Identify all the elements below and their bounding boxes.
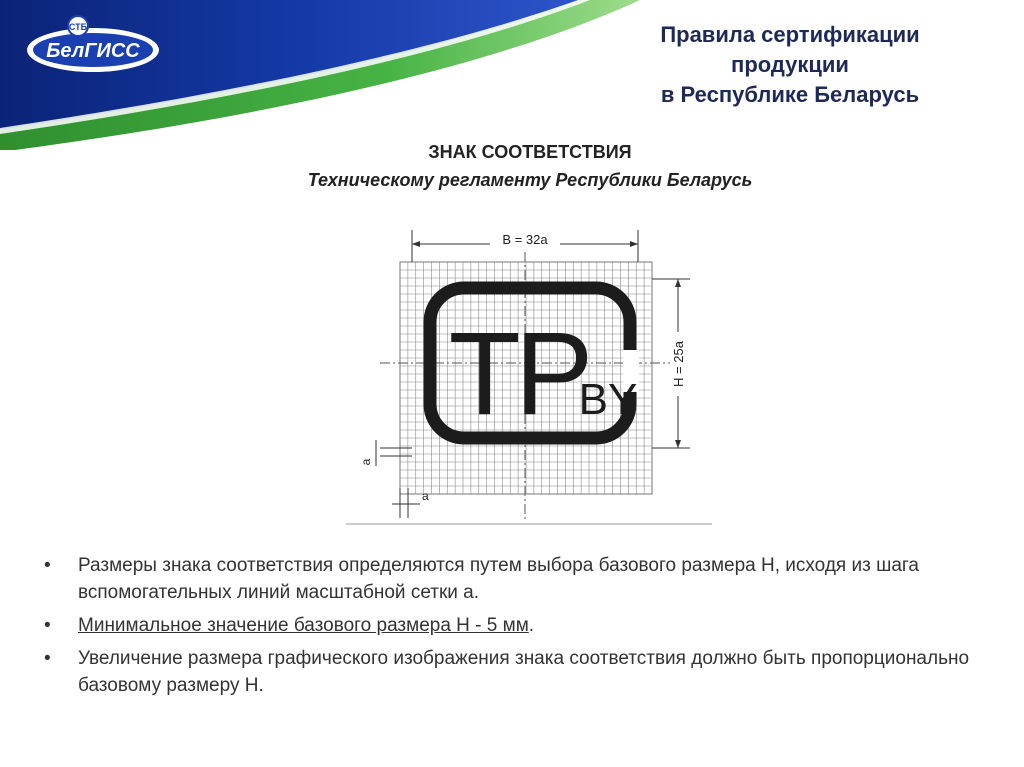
height-label: H = 25a xyxy=(671,341,686,387)
bullet-item-3 xyxy=(44,645,1014,699)
section-heading-line-1: ЗНАК СООТВЕТСТВИЯ xyxy=(428,142,632,162)
step-label-horizontal: a xyxy=(422,489,429,503)
bullet-item-2 xyxy=(44,612,1014,639)
conformity-mark-diagram xyxy=(340,222,720,532)
bullet-text-1: Размеры знака соответствия определяются путем выбора базового размера H, исходя из шага вспомогательных линий масштабной сетки а. xyxy=(78,555,919,603)
bullet-text-3: Увеличение размера графического изображения знака соответствия должно быть пропорционально базовому размеру H. xyxy=(78,648,970,696)
bullet-text-2-rest: . xyxy=(528,615,535,636)
bullet-dot-icon: • xyxy=(44,648,51,669)
bullet-dot-icon: • xyxy=(44,555,51,576)
bullet-text-2-underlined: Минимальное значение базового размера H - 5 мм xyxy=(78,615,529,636)
step-label-vertical: a xyxy=(359,458,373,466)
logo-emblem-text: СТБ xyxy=(68,22,88,32)
slide-title-line-3: в Республике Беларусь xyxy=(660,82,920,107)
section-heading xyxy=(200,138,860,194)
logo-brand-text: БелГИСС xyxy=(46,40,140,62)
bullet-item-1 xyxy=(44,552,1014,606)
slide-title-line-1: Правила сертификации xyxy=(660,22,920,47)
bullet-list xyxy=(44,552,1014,705)
belgiss-logo xyxy=(22,14,164,76)
mark-sub-text: BY xyxy=(578,375,638,424)
width-label: B = 32a xyxy=(502,232,548,247)
mark-main-text: ТР xyxy=(448,308,588,440)
slide-title xyxy=(600,20,980,110)
bullet-dot-icon: • xyxy=(44,615,51,636)
slide-title-line-2: продукции xyxy=(731,52,849,77)
section-heading-line-2: Техническому регламенту Республики Беларусь xyxy=(307,170,753,190)
